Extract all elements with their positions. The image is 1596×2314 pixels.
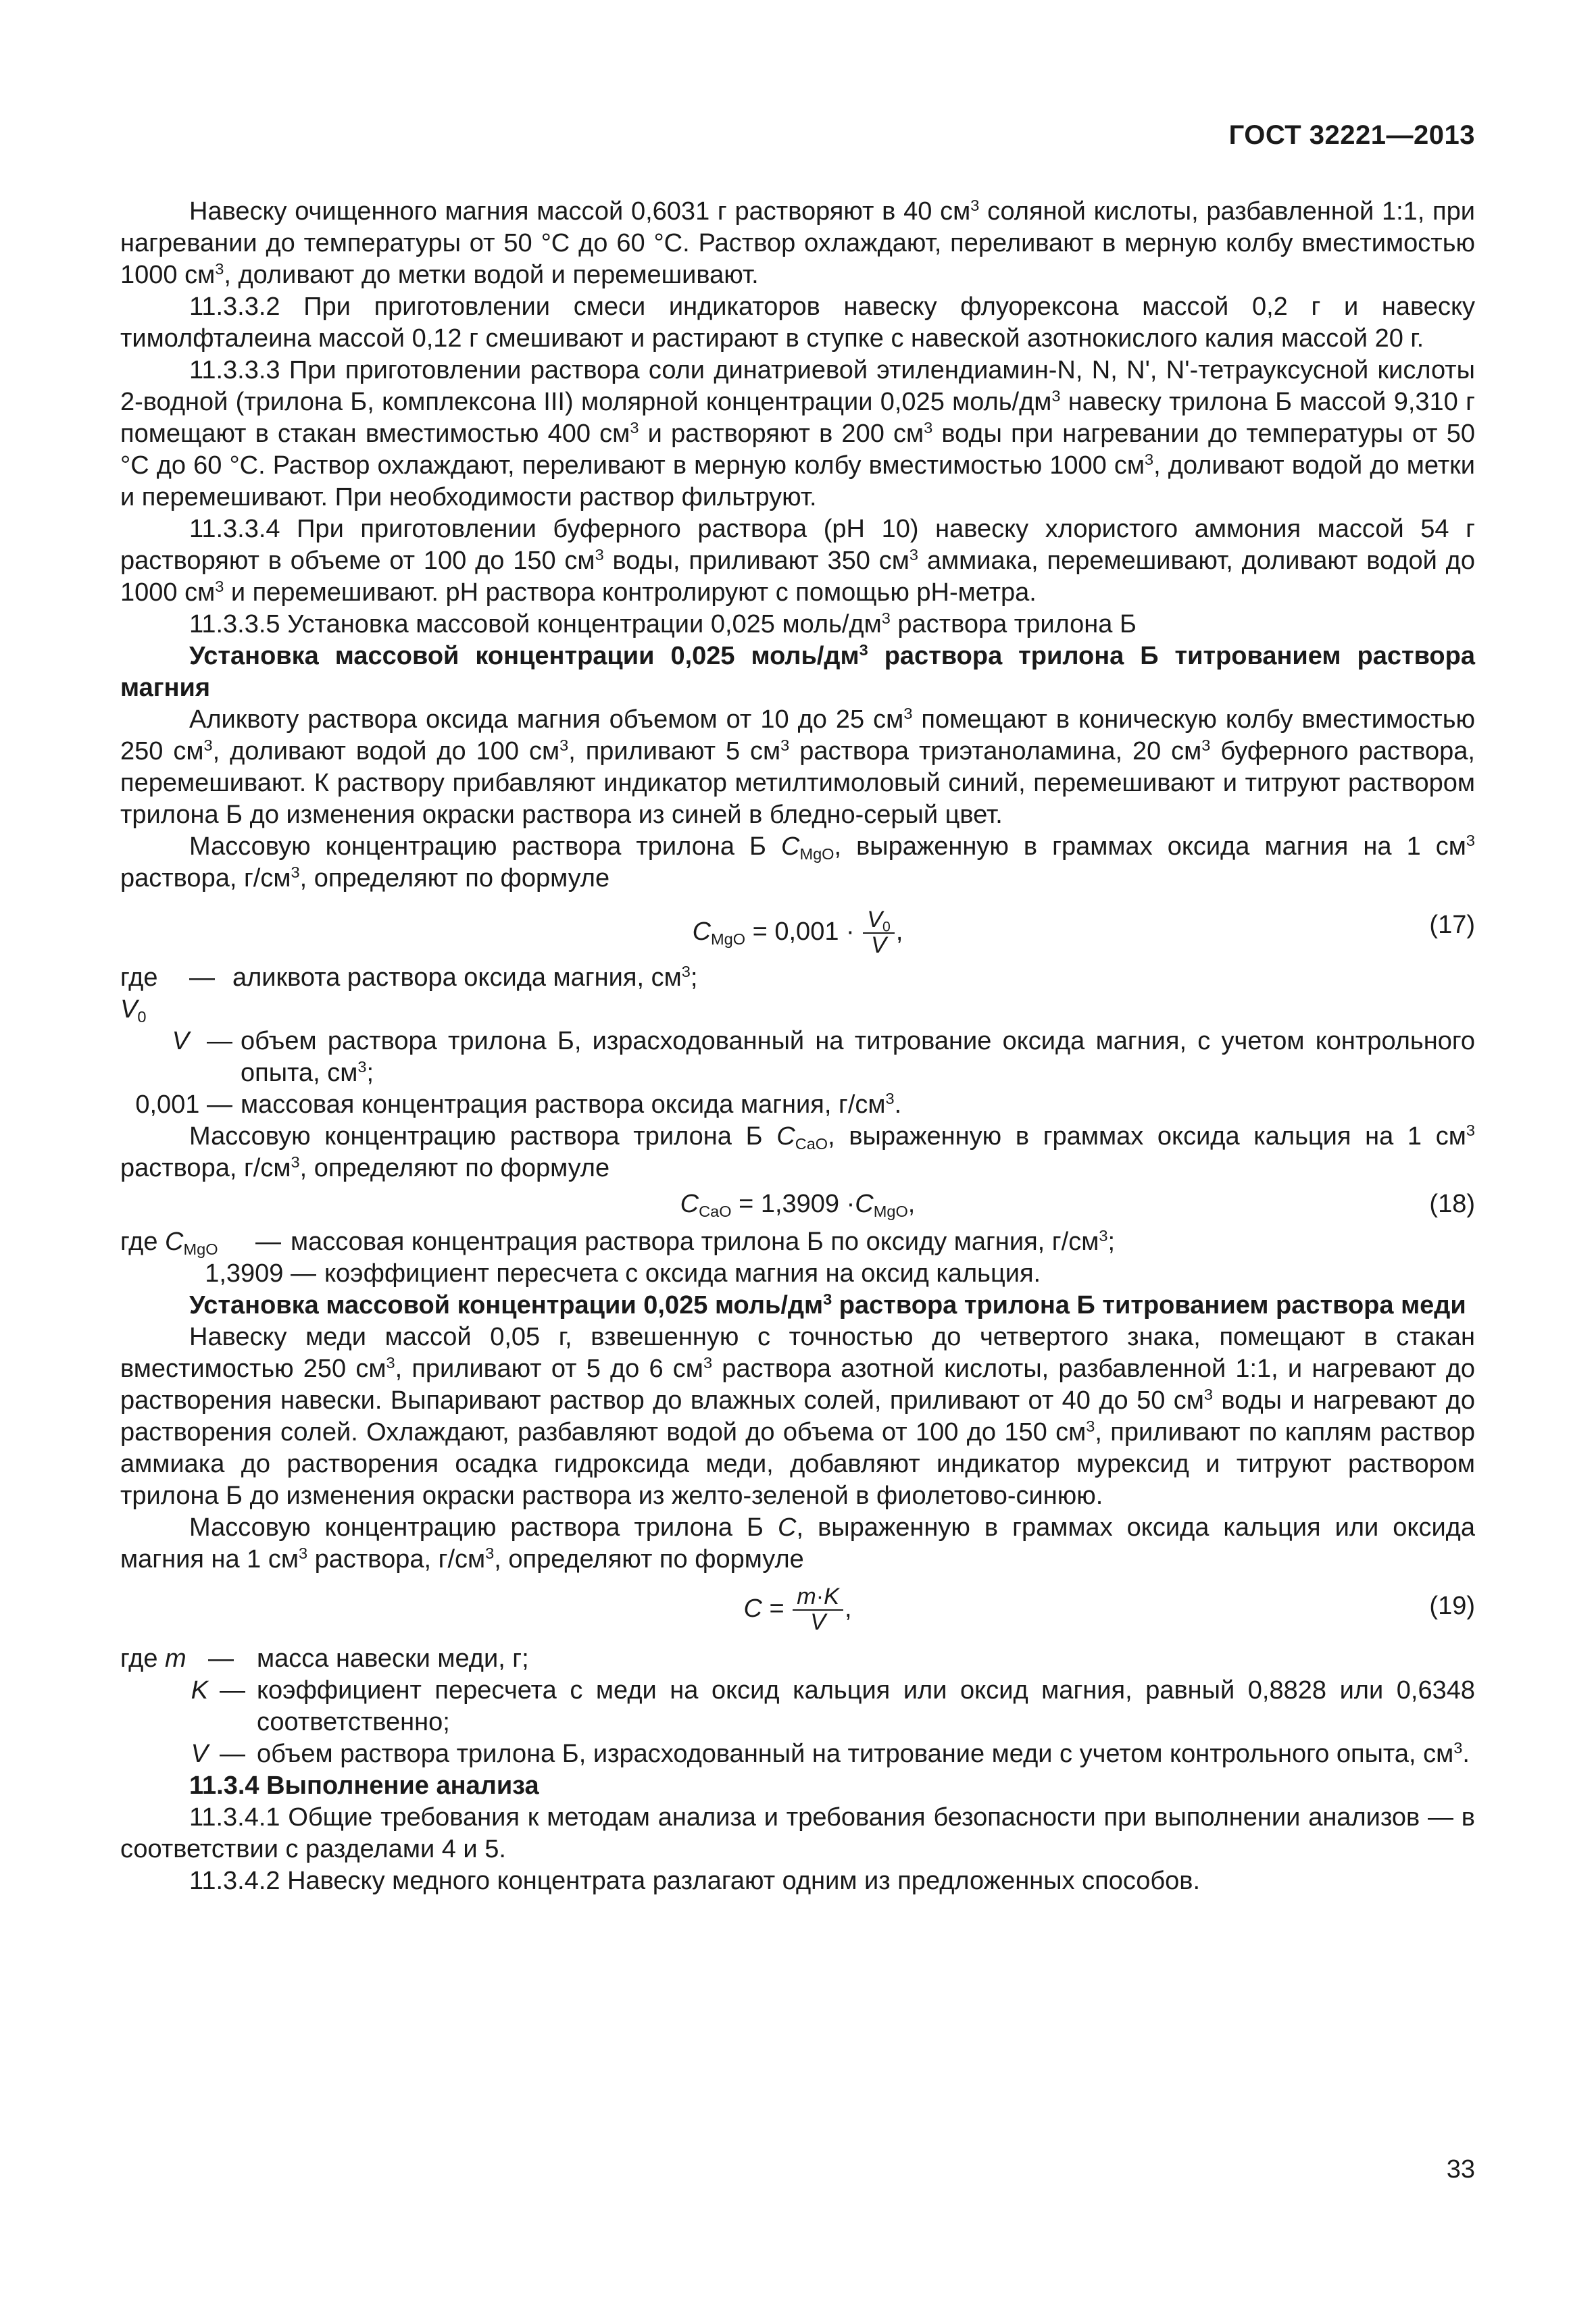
subheading-copper-titration: Установка массовой концентрации 0,025 моль/$дм^3$ раствора трилона Б титрованием раствора меди [189,1290,1466,1319]
formula-number-19: (19) [1429,1592,1475,1620]
paragraph-11-3-4-2: 11.3.4.2 Навеску медного концентрата разлагают одним из предложенных способов. [189,1867,1201,1895]
paragraph-aliquot: Аликвоту раствора оксида магния объемом от 10 до 25 $см^3$ помещают в коническую колбу вместимостью 250 $см^3$, доливают водой до 100 $см^3$, приливают 5 $см^3$ раствора триэтаноламина, 20 $см^3$ буферного раствора, перемешивают. К раствору прибавляют индикатор метилтимоловый синий, перемешивают и титруют раствором трилона Б до изменения окраски раствора из синей в бледно-серый цвет. [120,705,1475,829]
definitions-19 [120,1643,1475,1770]
paragraph-magnesium-solution: Навеску очищенного магния массой 0,6031 г растворяют в 40 $см^3$ соляной кислоты, разбавленной 1:1, при нагревании до температуры от 50 °С до 60 °С. Раствор охлаждают, переливают в мерную колбу вместимостью 1000 $см^3$, доливают до метки водой и перемешивают. [120,197,1475,289]
fraction-v0-over-v: $\frac{V_0}{V}$ [863,908,895,958]
formula-18: $C_{CaO} = 1,3909 \cdot C_{MgO}$, (18) [680,1190,1475,1221]
paragraph-11-3-3-3: 11.3.3.3 При приготовлении раствора соли динатриевой этилендиамин-N, N, N', N'-тетрауксусной кислоты 2-водной (трилона Б, комплексона III) молярной концентрации 0,025 моль/$дм^3$ навеску трилона Б массой 9,310 г помещают в стакан вместимостью 400 $см^3$ и растворяют в 200 $см^3$ воды при нагревании до температуры от 50 °С до 60 °С. Раствор охлаждают, переливают в мерную колбу вместимостью 1000 $см^3$, доливают водой до метки и перемешивают. При необходимости раствор фильтруют. [120,356,1476,511]
section-heading-11-3-4: 11.3.4 Выполнение анализа [189,1771,539,1800]
paragraph-11-3-3-4: 11.3.3.4 При приготовлении буферного раствора (pH 10) навеску хлористого аммония массой 54 г растворяют в объеме от 100 до 150 $см^3$ воды, приливают 350 $см^3$ аммиака, перемешивают, доливают водой до 1000 $см^3$ и перемешивают. pH раствора контролируют с помощью pH-метра. [120,515,1475,607]
definition-v0: где $V_0$ — аликвота раствора оксида магния, $см^3$; [120,963,698,1026]
formula-number-17: (17) [1429,911,1475,939]
paragraph-concentration-cao: Массовую концентрацию раствора трилона Б $C_{CaO}$, выраженную в граммах оксида кальция на 1 $см^3$ раствора, $г/см^3$, определяют по формуле [120,1122,1475,1182]
document-code-header: ГОСТ 32221—2013 [1228,120,1475,150]
definitions-17 [120,962,1475,1121]
definition-v-copper: V — объем раствора трилона Б, израсходованный на титрование меди с учетом контрольного опыта, $см^3$. [191,1739,1470,1768]
formula-17: $C_{MgO} = 0,001$ · $\frac{V_0}{V}$ , (17) [692,907,1475,958]
formula-19: C = $\frac{m\cdot K}{V}$ , (19) [743,1584,1475,1635]
definition-m: где m — масса навески меди, г; [120,1644,529,1673]
fraction-mk-over-v: $\frac{m\cdot K}{V}$ [793,1585,843,1635]
paragraph-copper-sample: Навеску меди массой 0,05 г, взвешенную с точностью до четвертого знака, помещают в стакан вместимостью 250 $см^3$, приливают от 5 до 6 $см^3$ раствора азотной кислоты, разбавленной 1:1, и нагревают до растворения навески. Выпаривают раствор до влажных солей, приливают от 40 до 50 $см^3$ воды и нагревают до растворения солей. Охлаждают, разбавляют водой до объема от 100 до 150 $см^3$, приливают по каплям раствор аммиака до растворения осадка гидроксида меди, добавляют индикатор мурексид и титруют раствором трилона Б до изменения окраски раствора из желто-зеленой в фиолетово-синюю. [120,1323,1476,1510]
definitions-18 [120,1226,1475,1290]
page-number: 33 [1446,2155,1475,2184]
definition-cmgo: где $C_{MgO}$ — массовая концентрация раствора трилона Б по оксиду магния, $г/см^3$; [120,1227,1115,1259]
definition-k: K — коэффициент пересчета с меди на оксид кальция или оксид магния, равный 0,8828 или 0,6348 соответственно; [191,1676,1475,1736]
definition-0-001: 0,001 — массовая концентрация раствора оксида магния, $г/см^3$. [135,1090,902,1119]
formula-number-18: (18) [1429,1190,1475,1218]
paragraph-11-3-3-5: 11.3.3.5 Установка массовой концентрации 0,025 моль/$дм^3$ раствора трилона Б [189,609,1137,638]
paragraph-concentration-c: Массовую концентрацию раствора трилона Б C, выраженную в граммах оксида кальция или оксида магния на 1 $см^3$ раствора, $г/см^3$, определяют по формуле [120,1513,1475,1574]
definition-1-3909: 1,3909 — коэффициент пересчета с оксида магния на оксид кальция. [205,1259,1041,1288]
document-body [120,196,1475,1897]
definition-v: V — объем раствора трилона Б, израсходованный на титрование оксида магния, с учетом контрольного опыта, $см^3$; [172,1027,1475,1087]
paragraph-11-3-3-2: 11.3.3.2 При приготовлении смеси индикаторов навеску флуорексона массой 0,2 г и навеску тимолфталеина массой 0,12 г смешивают и растирают в ступке с навеской азотнокислого калия массой 20 г. [120,293,1475,353]
paragraph-11-3-4-1: 11.3.4.1 Общие требования к методам анализа и требования безопасности при выполнении анализов — в соответствии с разделами 4 и 5. [120,1803,1475,1863]
subheading-magnesium-titration: Установка массовой концентрации 0,025 моль/$дм^3$ раствора трилона Б титрованием раствора магния [120,641,1475,702]
paragraph-concentration-mgo: Массовую концентрацию раствора трилона Б $C_{MgO}$, выраженную в граммах оксида магния на 1 $см^3$ раствора, $г/см^3$, определяют по формуле [120,832,1475,892]
